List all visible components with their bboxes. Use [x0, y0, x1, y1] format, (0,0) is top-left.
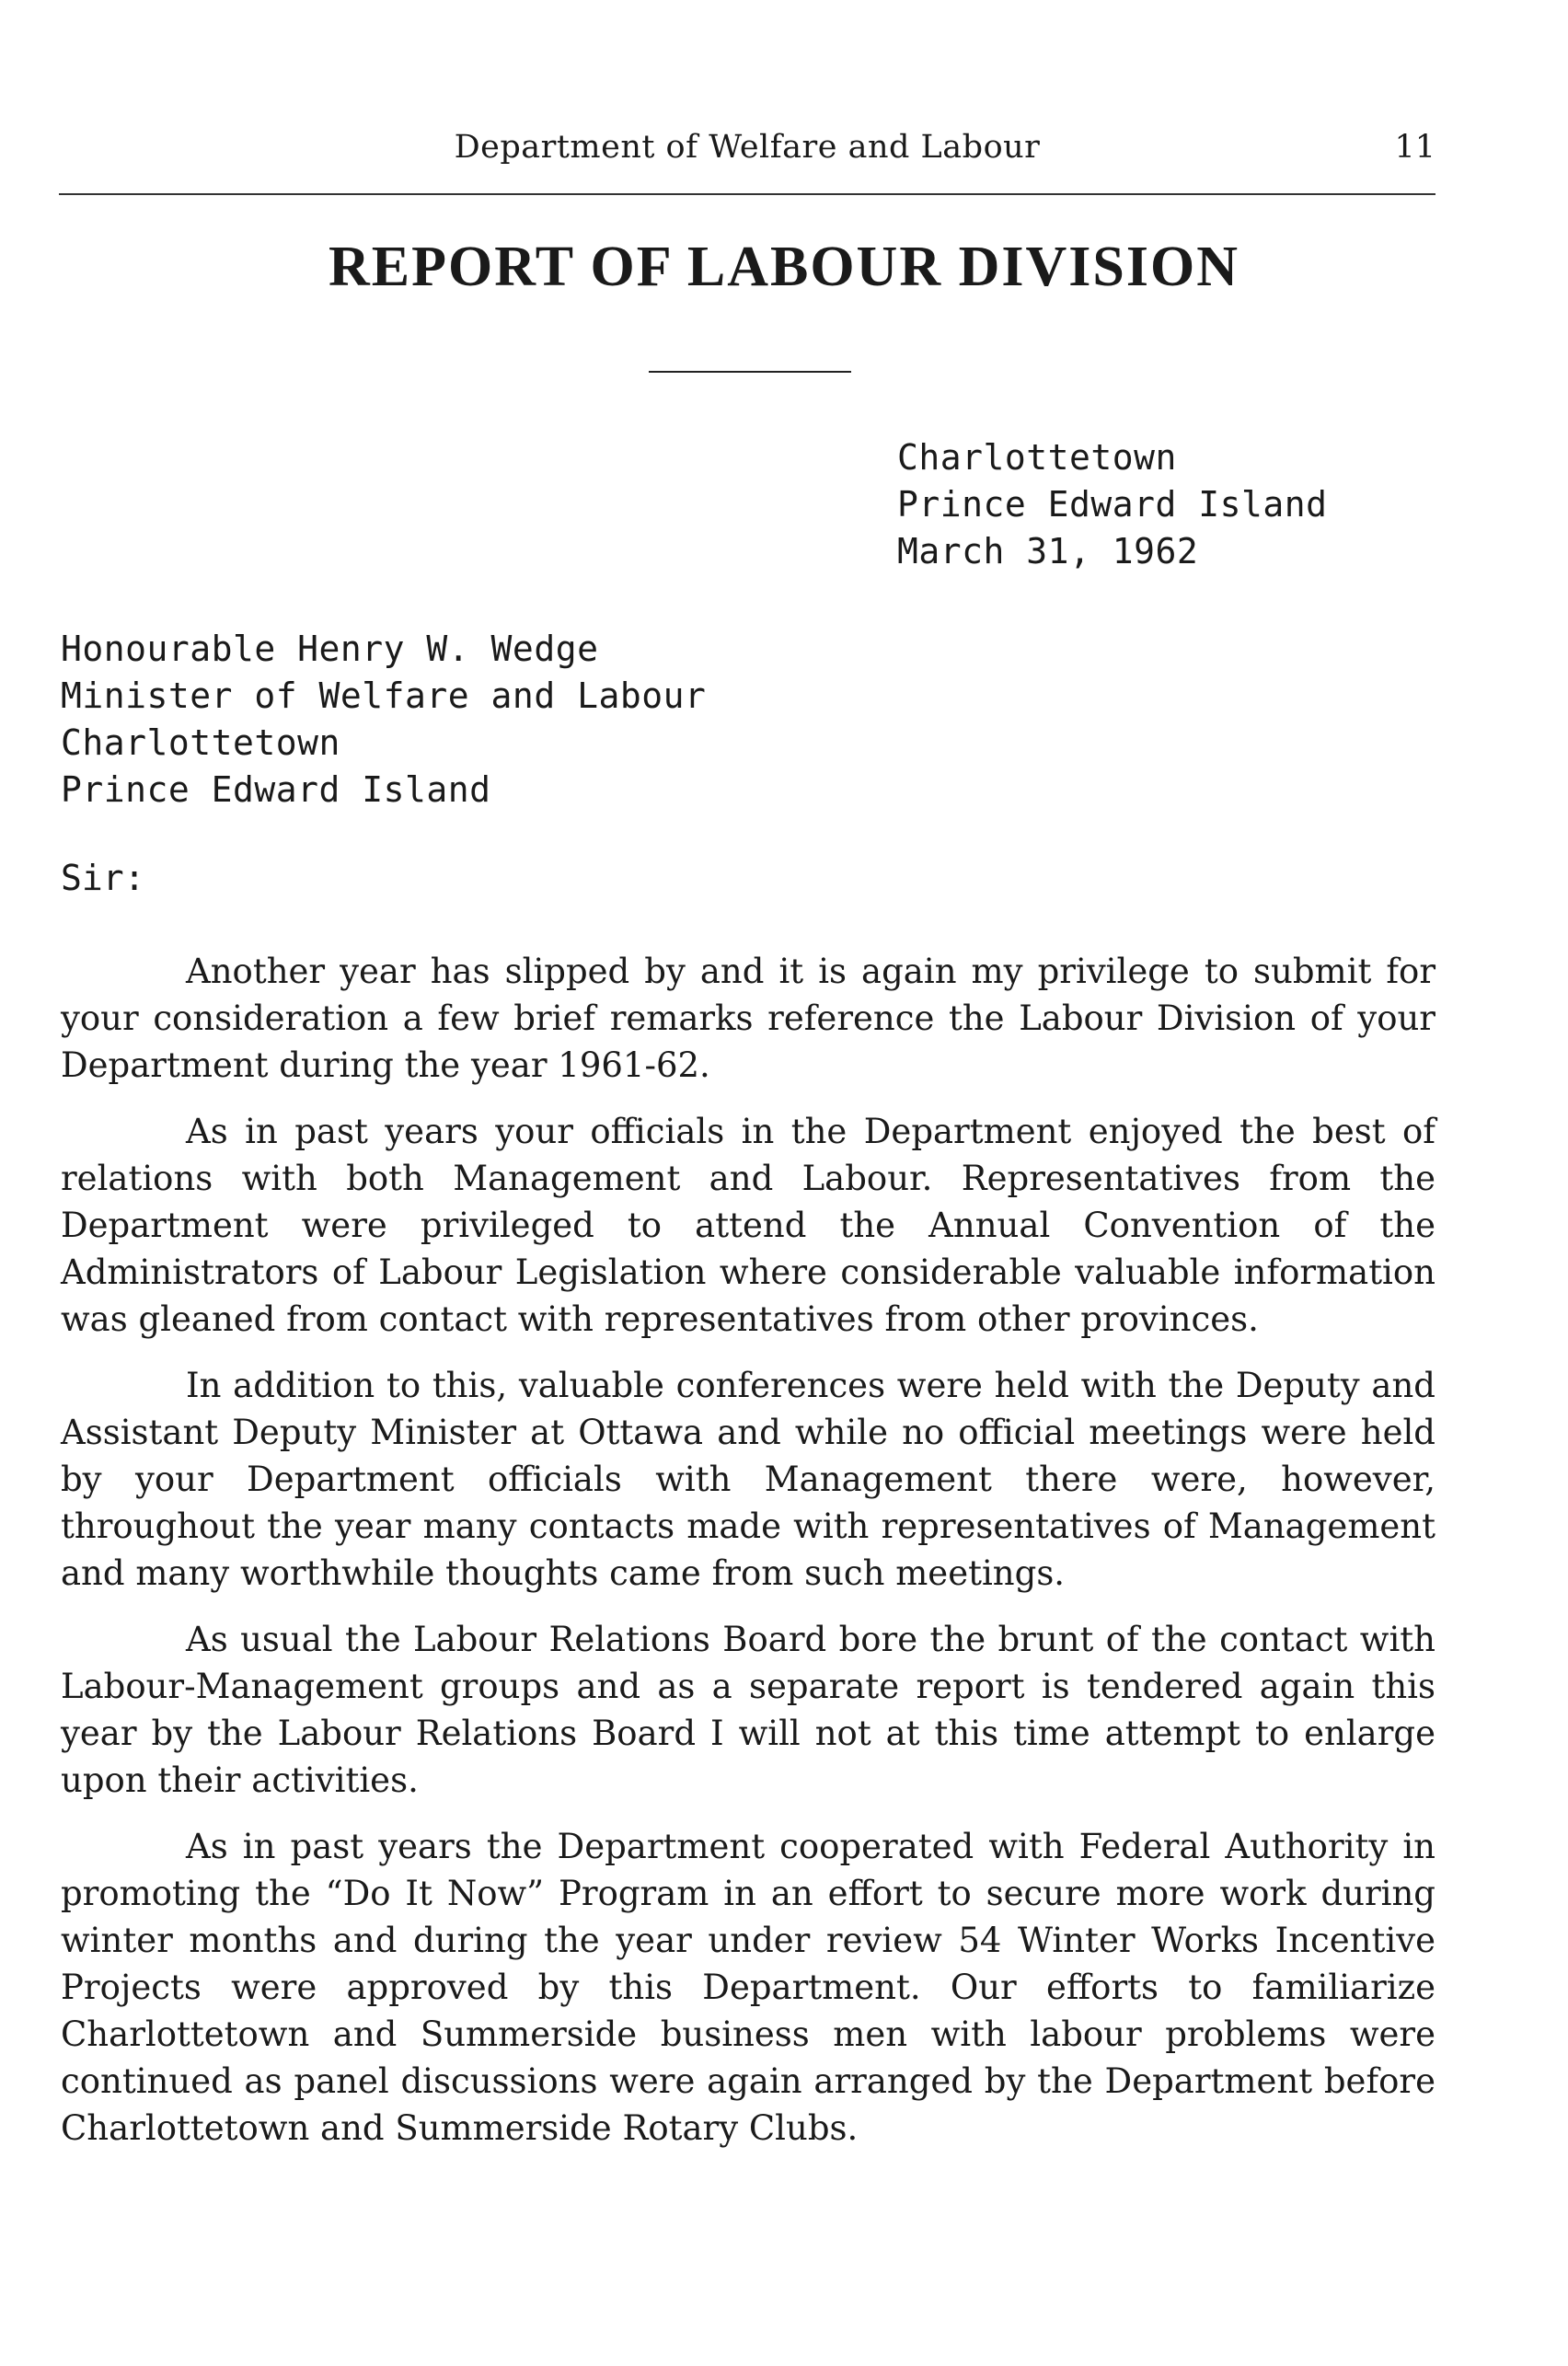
recipient-address [61, 626, 706, 814]
letter-body [61, 948, 1435, 2171]
salutation: Sir: [61, 858, 145, 898]
page-number: 11 [1394, 129, 1435, 166]
recipient-name: Honourable Henry W. Wedge [61, 629, 599, 669]
sender-address [897, 434, 1328, 575]
letter-date: March 31, 1962 [897, 531, 1199, 571]
sender-province: Prince Edward Island [897, 484, 1328, 525]
header-rule [59, 193, 1435, 195]
running-header [59, 129, 1435, 184]
body-paragraph: As in past years your officials in the Department enjoyed the best of relations with both Management and Labour. Representatives from the Department were privileged to attend the Annual Convention of the Administrators of Labour Legislation where considerable valuable information was gleaned from contact with representatives from other provinces. [61, 1112, 1435, 1339]
body-paragraph: Another year has slipped by and it is again my privilege to submit for your consideration a few brief remarks reference the Labour Division of your Department during the year 1961-62. [61, 952, 1435, 1085]
body-paragraph: As usual the Labour Relations Board bore the brunt of the contact with Labour-Management groups and as a separate report is tendered again this year by the Labour Relations Board I will not at this time attempt to enlarge upon their activities. [61, 1620, 1435, 1800]
title-divider [649, 371, 851, 373]
recipient-title: Minister of Welfare and Labour [61, 675, 707, 716]
body-paragraph: As in past years the Department cooperated with Federal Authority in promoting the “Do It Now” Program in an effort to secure more work during winter months and during the year under review 54 Winter Works Incentive Projects were approved by this Department. Our efforts to familiarize Charlottetown and Summerside business men with labour problems were continued as panel discussions were again arranged by the Department before Charlottetown and Summerside Rotary Clubs. [61, 1827, 1435, 2148]
sender-city: Charlottetown [897, 437, 1177, 478]
running-title: Department of Welfare and Labour [454, 129, 1041, 166]
recipient-province: Prince Edward Island [61, 769, 491, 810]
recipient-city: Charlottetown [61, 722, 340, 763]
body-paragraph: In addition to this, valuable conferences were held with the Deputy and Assistant Deputy Minister at Ottawa and while no official meetings were held by your Department officials with Management there were, however, throughout the year many contacts made with representatives of Management and many worthwhile thoughts came from such meetings. [61, 1366, 1435, 1593]
report-title: REPORT OF LABOUR DIVISION [328, 236, 1240, 298]
